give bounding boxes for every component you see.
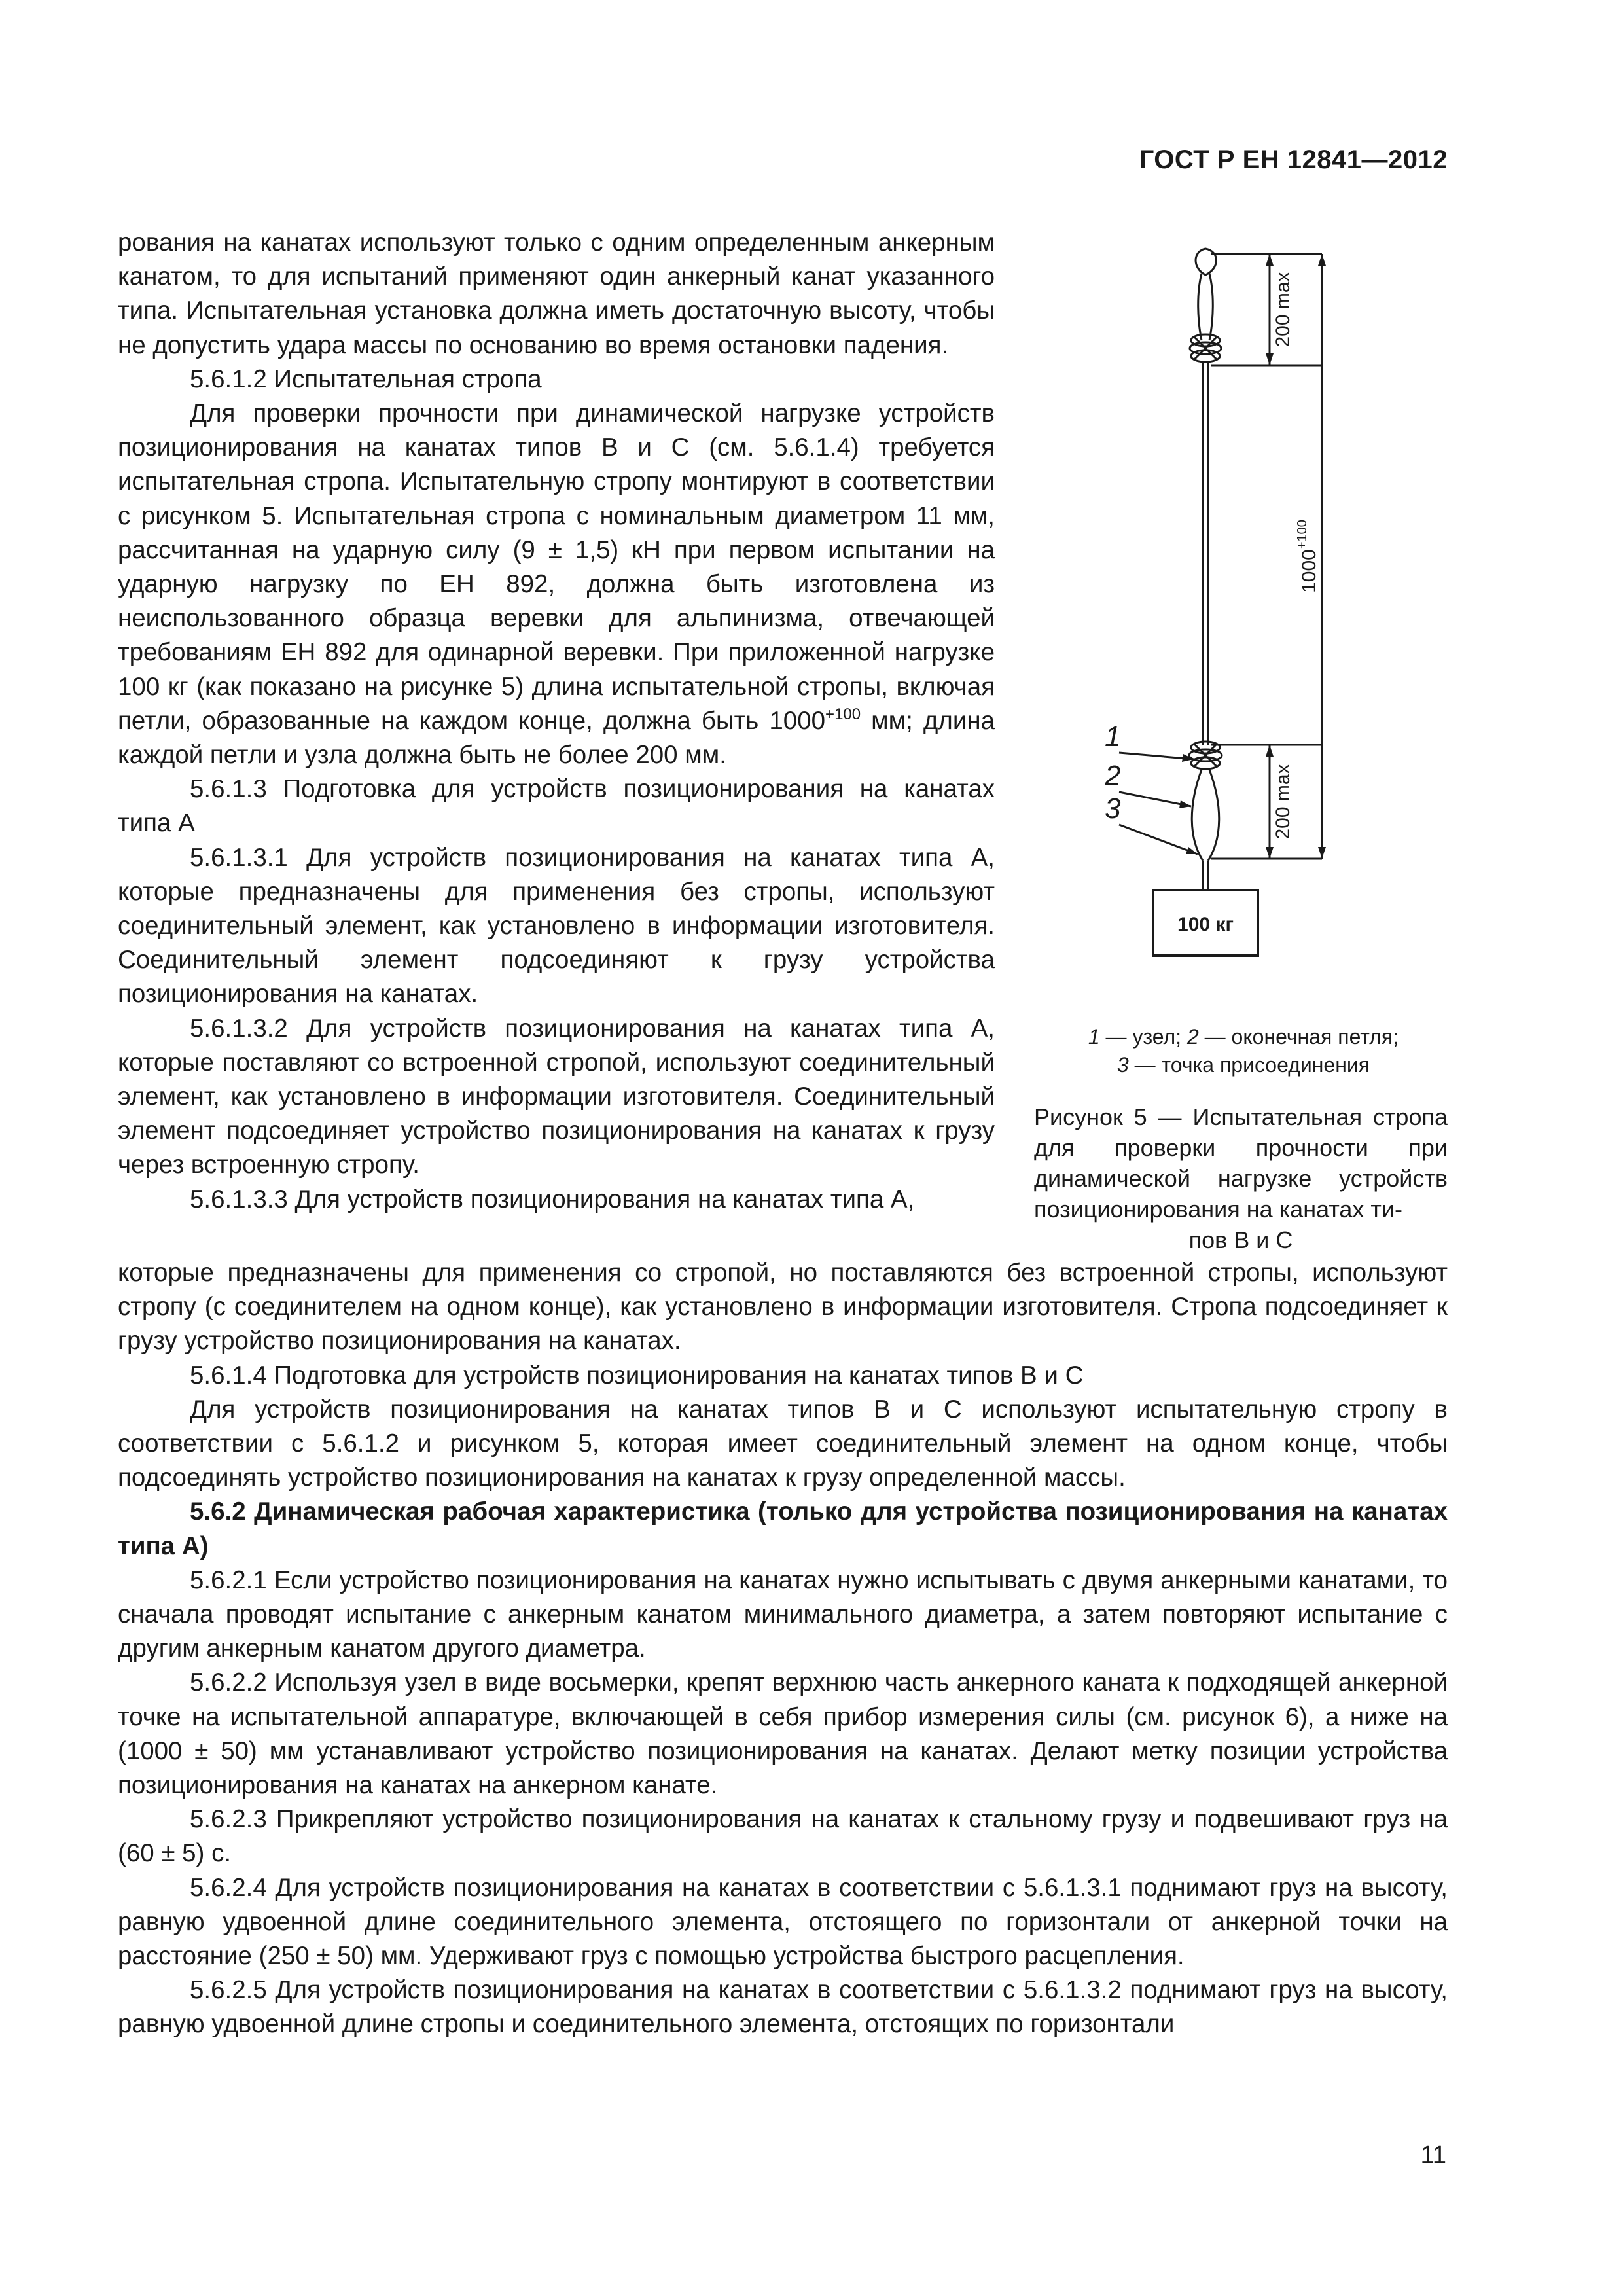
paragraph: 5.6.2.4 Для устройств позиционирования на канатах в соответствии с 5.6.1.3.1 поднимают груз на высоту, равную удвоенной длине соединительного элемента, отстоящего по горизонтали от анкерной точки на расстояние (250 ± 50) мм. Удерживают груз с помощью устройства быстрого расцепления. — [118, 1873, 1448, 1971]
top-knot — [1190, 334, 1221, 362]
top-loop — [1196, 249, 1217, 275]
document-code-header: ГОСТ Р ЕН 12841—2012 — [1139, 145, 1448, 174]
legend-line-1: 1 — узел; 2 — оконечная петля; — [1088, 1025, 1399, 1049]
legend-line-2: 3 — точка присоединения — [1116, 1053, 1370, 1077]
figure-caption: Рисунок 5 — Испытательная стропа для проверки прочности при динамической нагрузке устройств позиционирования на канатах ти- пов В и С — [1034, 1103, 1448, 1253]
paragraph: 5.6.2.5 Для устройств позиционирования на канатах в соответствии с 5.6.1.3.2 поднимают груз на высоту, равную удвоенной длине стропы и соединительного элемента, отстоящих по горизонтали — [118, 1976, 1448, 2039]
callout-2: 2 — [1105, 760, 1121, 792]
section-heading-bold: 5.6.2 Динамическая рабочая характеристика (только для устройства позиционирования на канатах типа А) — [118, 1498, 1448, 1560]
paragraph: 5.6.2.2 Используя узел в виде восьмерки, крепят верхнюю часть анкерного каната к подходящей анкерной точке на испытательной аппаратуре, включающей в себя прибор измерения силы (см. рисунок 6), а ниже на (1000 ± 50) мм устанавливают устройство позиционирования на канатах. Делают метку позиции устройства позиционирования на канатах на анкерном канате. — [118, 1668, 1448, 1800]
test-sling-drawing — [1034, 242, 1453, 1001]
text-column-top — [118, 226, 995, 1217]
paragraph: 5.6.1.3.2 Для устройств позиционирования на канатах типа А, которые поставляют со встроенной стропой, используют соединительный элемент, как установлено в информации изготовителя. Соединительный элемент подсоединяет устройство позиционирования на канатах к грузу через встроенную стропу. — [118, 1014, 995, 1179]
dimension-label-total-length: $1000^{+100}$ — [1295, 520, 1320, 593]
text-full-width — [118, 1256, 1448, 2042]
figure-5-diagram — [1034, 242, 1453, 1001]
callout-1: 1 — [1105, 721, 1121, 753]
page-number: 11 — [1420, 2142, 1446, 2169]
paragraph: 5.6.1.3.1 Для устройств позиционирования на канатах типа А, которые предназначены для применения без стропы, используют соединительный элемент, как установлено в информации изготовителя. Соединительный элемент подсоединяют к грузу устройства позиционирования на канатах. — [118, 843, 995, 1009]
paragraph: Для устройств позиционирования на канатах типов В и С используют испытательную стропу в соответствии с 5.6.1.2 и рисунком 5, которая имеет соединительный элемент на одном конце, чтобы подсоединять устройство позиционирования на канатах к грузу определенной массы. — [118, 1395, 1448, 1492]
paragraph: рования на канатах используют только с одним определенным анкерным канатом, то для испытаний применяют один анкерный канат указанного типа. Испытательная установка должна иметь достаточную высоту, чтобы не допустить удара массы по основанию во время остановки падения. — [118, 228, 995, 359]
dimension-label-bottom-loop: 200 max — [1272, 764, 1294, 840]
end-loop — [1192, 770, 1219, 861]
paragraph: 5.6.2.3 Прикрепляют устройство позиционирования на канатах к стальному грузу и подвешивают груз на (60 ± 5) с. — [118, 1805, 1448, 1868]
paragraph: Для проверки прочности при динамической нагрузке устройств позиционирования на канатах типов В и С (см. 5.6.1.4) требуется испытательная стропа. Испытательную стропу монтируют в соответствии с рисунком 5. Испытательная стропа с номинальным диаметром 11 мм, рассчитанная на ударную силу (9 ± 1,5) кН при первом испытании на ударную нагрузку по ЕН 892, должна быть изготовлена из неиспользованного образца веревки для альпинизма, отвечающей требованиям ЕН 892 для одинарной веревки. При приложенной нагрузке 100 кг (как показано на рисунке 5) длина испытательной стропы, включая петли, образованные на каждом конце, должна быть $1000^{+100}$ мм; длина каждой петли и узла должна быть не более 200 мм. — [118, 399, 995, 770]
paragraph: 5.6.2.1 Если устройство позиционирования на канатах нужно испытывать с двумя анкерными канатами, то сначала проводят испытание с анкерным канатом минимального диаметра, а затем повторяют испытание с другим анкерным канатом другого диаметра. — [118, 1566, 1448, 1663]
weight-label: 100 кг — [1177, 914, 1234, 935]
paragraph: которые предназначены для применения со стропой, но поставляются без встроенной стропы, используют стропу (с соединителем на одном конце), как установлено в информации изготовителя. Стропа подсоединяет к грузу устройство позиционирования на канатах. — [118, 1259, 1448, 1355]
dimension-label-top-loop: 200 max — [1272, 272, 1294, 348]
callout-3: 3 — [1105, 793, 1121, 825]
section-heading: 5.6.1.3 Подготовка для устройств позиционирования на канатах типа А — [118, 775, 995, 838]
figure-legend — [1034, 1023, 1453, 1079]
section-heading: 5.6.1.4 Подготовка для устройств позиционирования на канатах типов В и С — [190, 1361, 1084, 1390]
paragraph: 5.6.1.3.3 Для устройств позиционирования на канатах типа А, — [190, 1185, 915, 1213]
section-heading: 5.6.1.2 Испытательная стропа — [190, 365, 542, 393]
main-rope — [1203, 363, 1208, 745]
